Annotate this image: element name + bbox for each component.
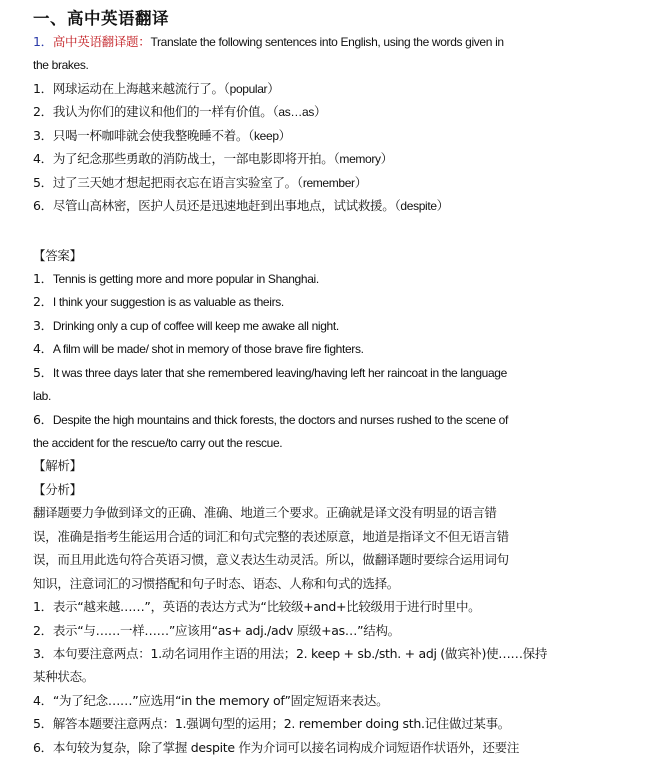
- instruction-text: Translate the following sentences into English, using the words given in: [150, 35, 504, 49]
- answer-line: [33, 431, 653, 454]
- explanation-line: 知识，注意词汇的习惯搭配和句子时态、语态、人称和句式的选择。: [33, 575, 400, 591]
- answer-list: [33, 267, 653, 455]
- item-close-paren: ）: [436, 198, 449, 214]
- item-hint-word: as…as: [278, 105, 315, 120]
- question-label: 高中英语翻译题：: [52, 34, 151, 49]
- answer-number: 2．: [33, 294, 53, 310]
- answer-line: [33, 408, 653, 431]
- answer-text: lab.: [33, 389, 51, 404]
- item-chinese-text: 我认为你们的建议和他们的一样有价值。（: [52, 104, 279, 120]
- item-close-paren: ）: [314, 104, 327, 120]
- item-number: 5．: [33, 174, 53, 190]
- answer-line: [33, 384, 653, 407]
- question-item: [33, 100, 653, 123]
- explanation-list: [33, 501, 653, 759]
- answer-number: 5．: [33, 364, 53, 380]
- item-chinese-text: 只喝一杯咖啡就会使我整晚睡不着。（: [52, 127, 255, 143]
- question-list: [33, 77, 653, 218]
- answer-text: Tennis is getting more and more popular in Shanghai.: [52, 271, 319, 286]
- question-item: [33, 77, 653, 100]
- question-item: [33, 171, 653, 194]
- answer-number: 3．: [33, 317, 53, 333]
- answer-text: Despite the high mountains and thick forests, the doctors and nurses rushed to the scene of: [52, 412, 508, 427]
- section-heading: 一、高中英语翻译: [33, 9, 169, 28]
- question-number: 1．: [33, 34, 53, 49]
- item-number: 4．: [33, 151, 53, 167]
- answer-line: [33, 337, 653, 360]
- item-hint-word: keep: [254, 128, 279, 143]
- analysis-label: 【分析】: [33, 481, 82, 497]
- document-page: [33, 7, 653, 759]
- item-chinese-text: 过了三天她才想起把雨衣忘在语言实验室了。（: [52, 174, 303, 190]
- explanation-line: 6．本句较为复杂，除了掌握 despite 作为介词可以接名词构成介词短语作状语外，还要注: [33, 739, 520, 755]
- answer-number: 4．: [33, 341, 53, 357]
- answer-line: [33, 267, 653, 290]
- question-instruction: [33, 30, 653, 53]
- explanation-label: 【解析】: [33, 458, 82, 474]
- item-hint-word: despite: [400, 199, 437, 214]
- item-number: 1．: [33, 80, 53, 96]
- explanation-line: 误，准确是指考生能运用合适的词汇和句式完整的表述原意，地道是指译文不但无语言错: [33, 528, 509, 544]
- item-chinese-text: 为了纪念那些勇敢的消防战士，一部电影即将开拍。（: [52, 151, 340, 167]
- answer-text: Drinking only a cup of coffee will keep me awake all night.: [52, 318, 339, 333]
- answer-text: A film will be made/ shot in memory of those brave fire fighters.: [52, 342, 364, 357]
- item-close-paren: ）: [380, 151, 393, 167]
- item-close-paren: ）: [267, 80, 280, 96]
- explanation-line: 1．表示“越来越……”，英语的表达方式为“比较级+and+比较级用于进行时里中。: [33, 599, 481, 615]
- explanation-line: 2．表示“与……一样……”应该用“as+ adj./adv 原级+as…”结构。: [33, 622, 400, 638]
- item-chinese-text: 网球运动在上海越来越流行了。（: [52, 80, 230, 96]
- answer-text: It was three days later that she remembered leaving/having left her raincoat in the language: [52, 365, 507, 380]
- item-number: 6．: [33, 198, 53, 214]
- item-hint-word: popular: [229, 81, 268, 96]
- explanation-line: 误，而且用此选句符合英语习惯，意义表达生动灵活。所以，做翻译题时要综合运用词句: [33, 552, 509, 568]
- answer-text: I think your suggestion is as valuable as theirs.: [52, 295, 284, 310]
- explanation-line: 某种状态。: [33, 669, 95, 685]
- answer-label: 【答案】: [33, 247, 82, 263]
- item-close-paren: ）: [354, 174, 367, 190]
- answer-line: [33, 314, 653, 337]
- answer-text: the accident for the rescue/to carry out the rescue.: [33, 436, 283, 450]
- answer-line: [33, 361, 653, 384]
- question-item: [33, 147, 653, 170]
- item-hint-word: remember: [302, 175, 355, 190]
- instruction-continued: the brakes.: [33, 58, 89, 73]
- question-item: [33, 124, 653, 147]
- item-close-paren: ）: [278, 127, 291, 143]
- question-item: [33, 194, 653, 217]
- explanation-line: 3．本句要注意两点：1.动名词用作主语的用法；2. keep + sb./sth. + adj (做宾补)使……保持: [33, 645, 548, 661]
- item-number: 3．: [33, 127, 53, 143]
- item-hint-word: memory: [339, 152, 381, 167]
- explanation-line: 5．解答本题要注意两点：1.强调句型的运用；2. remember doing sth.记住做过某事。: [33, 716, 511, 732]
- answer-number: 6．: [33, 411, 53, 427]
- answer-line: [33, 290, 653, 313]
- answer-number: 1．: [33, 270, 53, 286]
- spacer: [33, 218, 653, 244]
- item-number: 2．: [33, 104, 53, 120]
- explanation-line: 翻译题要力争做到译文的正确、准确、地道三个要求。正确就是译文没有明显的语言错: [33, 505, 497, 521]
- explanation-line: 4．“为了纪念……”应选用“in the memory of”固定短语来表达。: [33, 692, 389, 708]
- item-chinese-text: 尽管山高林密，医护人员还是迅速地赶到出事地点，试试救援。（: [52, 198, 401, 214]
